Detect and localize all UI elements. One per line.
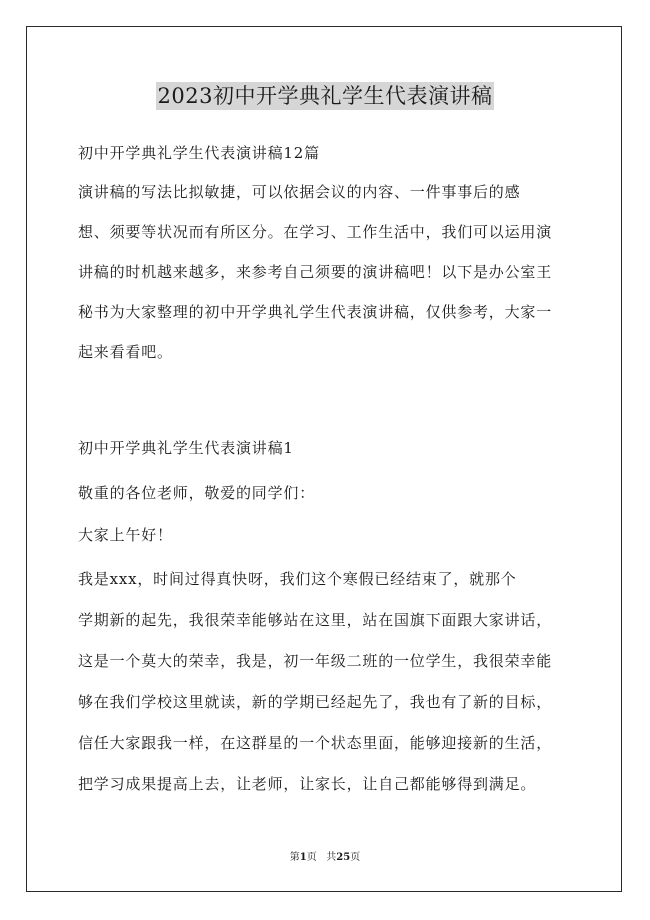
section-heading: 初中开学典礼学生代表演讲稿1 (78, 439, 294, 457)
salutation-line: 敬重的各位老师，敬爱的同学们： (78, 484, 316, 502)
document-title: 2023初中开学典礼学生代表演讲稿 (157, 84, 493, 108)
footer-page-number: 1 (299, 852, 307, 863)
body-line: 这是一个莫大的荣幸，我是，初一年级二班的一位学生，我很荣幸能 (78, 652, 553, 670)
body-line: 够在我们学校这里就读，新的学期已经起先了，我也有了新的目标， (78, 693, 553, 711)
body-line: 演讲稿的写法比拟敏捷，可以依据会议的内容、一件事事后的感 (78, 183, 521, 201)
footer-page-total: 25 (336, 852, 351, 863)
subtitle-line: 初中开学典礼学生代表演讲稿12篇 (78, 144, 320, 162)
footer-page-suffix: 页 (350, 852, 361, 863)
footer-page-prefix: 第 (289, 852, 300, 863)
body-line: 想、须要等状况而有所区分。在学习、工作生活中，我们可以运用演 (78, 223, 553, 241)
page-footer (0, 851, 650, 865)
body-line: 信任大家跟我一样，在这群星的一个状态里面，能够迎接新的生活， (78, 734, 553, 752)
body-line: 秘书为大家整理的初中开学典礼学生代表演讲稿，仅供参考，大家一 (78, 303, 553, 321)
footer-page-mid: 页 共 (306, 852, 337, 863)
body-line: 起来看看吧。 (78, 343, 173, 361)
title-container (0, 82, 650, 110)
body-line: 学期新的起先，我很荣幸能够站在这里，站在国旗下面跟大家讲话， (78, 611, 553, 629)
body-line: 把学习成果提高上去，让老师，让家长，让自己都能够得到满足。 (78, 775, 537, 793)
body-line: 我是xxx，时间过得真快呀，我们这个寒假已经结束了，就那个 (78, 570, 517, 588)
greeting-line: 大家上午好！ (78, 526, 173, 544)
body-line: 讲稿的时机越来越多，来参考自己须要的演讲稿吧！以下是办公室王 (78, 263, 553, 281)
